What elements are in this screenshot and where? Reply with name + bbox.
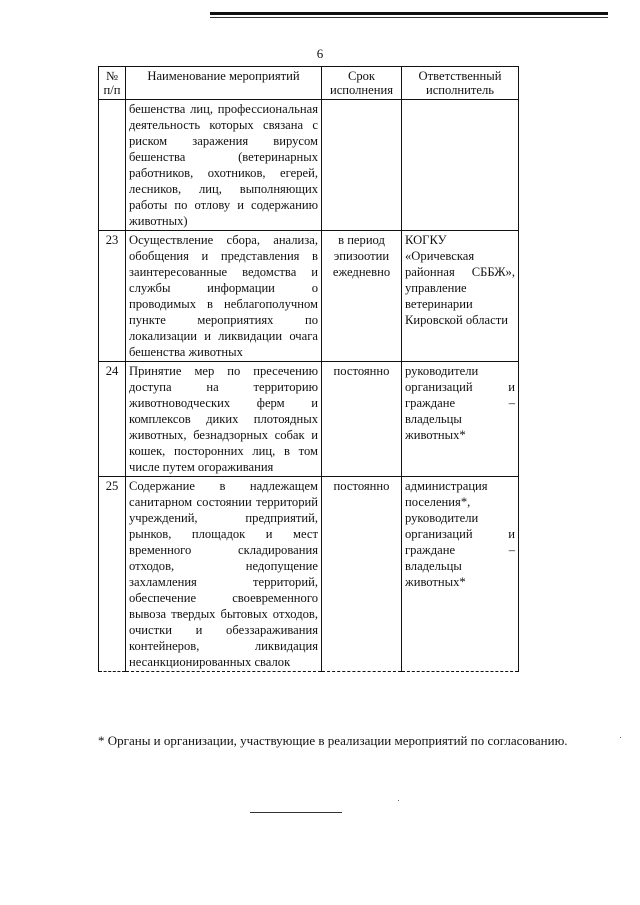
measures-table <box>98 66 519 672</box>
row-num <box>99 100 126 231</box>
row-responsible: администрация поселения*, руководители организаций и граждане – владельцы животных* <box>402 477 519 672</box>
footnote: * Органы и организации, участвующие в реализации мероприятий по согласованию. <box>98 733 568 748</box>
scan-speck <box>398 800 399 801</box>
header-responsible: Ответственный исполнитель <box>402 67 519 100</box>
table-row <box>99 362 519 477</box>
page-number: 6 <box>316 46 324 61</box>
table-row <box>99 477 519 672</box>
row-name: бешенства лиц, профессиональная деятельность которых связана с риском заражения вирусом бешенства (ветеринарных работников, охотников, егерей, лесников, лиц, выполняющих работы по отлову и содержанию животных) <box>126 100 322 231</box>
scan-speck <box>620 737 621 738</box>
bottom-rule <box>250 812 342 813</box>
row-name: Принятие мер по пресечению доступа на территорию животноводческих ферм и комплексов диких плотоядных животных, безнадзорных собак и кошек, посторонних лиц, в том числе путем огораживания <box>126 362 322 477</box>
row-name: Осуществление сбора, анализа, обобщения и представления в заинтересованные ведомства и службы информации о проводимых в неблагополучном пункте мероприятиях по локализации и ликвидации очага бешенства животных <box>126 231 322 362</box>
top-rule <box>210 12 608 15</box>
top-rule-thin <box>210 17 608 18</box>
row-num: 23 <box>99 231 126 362</box>
table-row <box>99 231 519 362</box>
row-responsible: руководители организаций и граждане – владельцы животных* <box>402 362 519 477</box>
row-responsible <box>402 100 519 231</box>
row-term: постоянно <box>322 477 402 672</box>
row-responsible: КОГКУ «Оричевская районная СББЖ», управление ветеринарии Кировской области <box>402 231 519 362</box>
header-name: Наименование мероприятий <box>126 67 322 100</box>
row-num: 24 <box>99 362 126 477</box>
row-term: в период эпизоотии ежедневно <box>322 231 402 362</box>
table-header-row <box>99 67 519 100</box>
row-term: постоянно <box>322 362 402 477</box>
header-term: Срок исполнения <box>322 67 402 100</box>
table-row <box>99 100 519 231</box>
row-term <box>322 100 402 231</box>
measures-table-container <box>98 66 518 672</box>
header-num: № п/п <box>99 67 126 100</box>
row-num: 25 <box>99 477 126 672</box>
row-name: Содержание в надлежащем санитарном состоянии территорий учреждений, предприятий, рынков, площадок и мест временного складирования отходов, недопущение захламления территорий, обеспечение своевременного вывоза твердых бытовых отходов, очистки и обеззараживания контейнеров, ликвидация несанкционированных свалок <box>126 477 322 672</box>
